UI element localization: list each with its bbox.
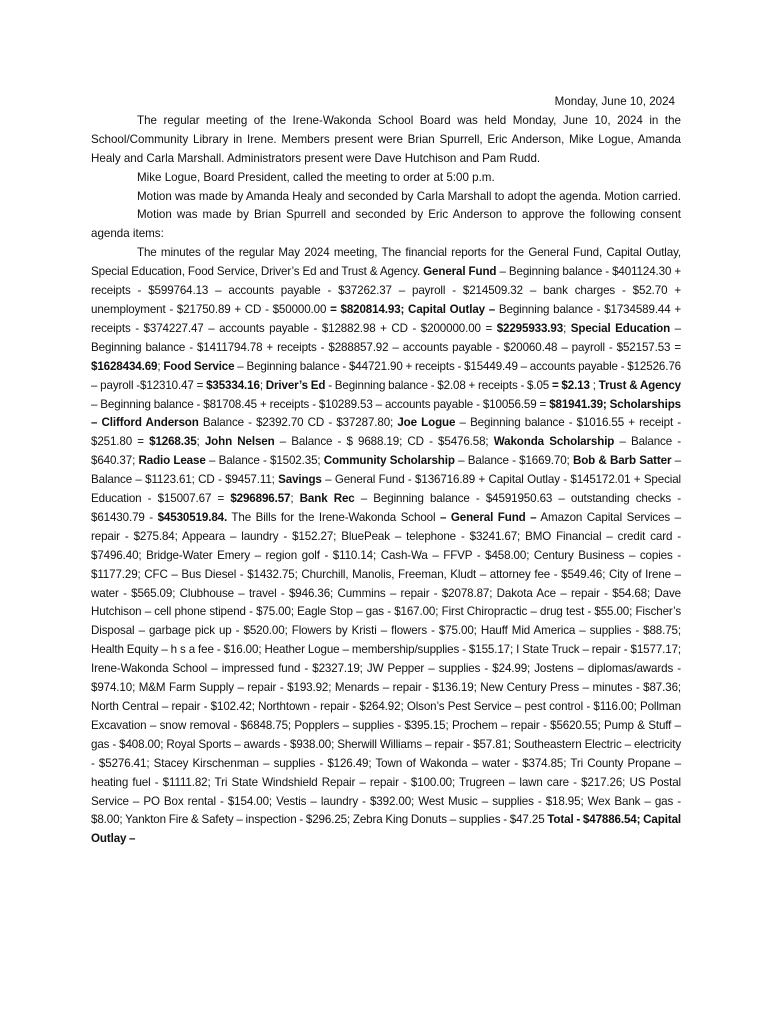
text-run: – Balance - $1502.35; — [205, 454, 324, 468]
text-run: ; — [196, 435, 205, 449]
text-run: The minutes of the regular May 2024 meeting, The financial reports for the General Fund, Capital Outlay, Special Education, Food Service, Driver’s Ed and Trust & Agency. — [91, 246, 681, 279]
bold-text-run: Special Education — [570, 321, 671, 335]
bold-text-run: = $2.13 — [551, 378, 590, 392]
document-page — [91, 93, 681, 849]
text-run: ; — [563, 321, 571, 335]
bold-text-run: Bank Rec — [299, 492, 355, 506]
bold-text-run: John Nelsen — [204, 435, 275, 449]
text-run: ; — [589, 378, 599, 392]
paragraph-meeting-intro: The regular meeting of the Irene-Wakonda School Board was held Monday, June 10, 2024 in the School/Community Library in Irene. Members present were Brian Spurrell, Eric Anderson, Mike Logue, Amanda Healy and Carla Marshall. Administrators present were Dave Hutchison and Pam Rudd. — [91, 113, 681, 165]
text-run: – General Fund - $136716.89 + Capital Outlay - $145172.01 + Special Education - $15007.67 = — [91, 473, 681, 506]
bold-text-run: $35334.16 — [206, 378, 260, 392]
bold-text-run: Radio Lease — [138, 454, 206, 468]
text-run: – Beginning balance - $44721.90 + receipts - $15449.49 – accounts payable - $12526.76 – payroll -$12310.47 = — [91, 359, 681, 392]
bold-text-run: Trust & Agency — [598, 378, 682, 392]
bold-text-run: $296896.57 — [230, 492, 291, 506]
bold-text-run: Total - $47886.54; Capital Outlay – — [91, 813, 681, 846]
text-run: – Balance - $640.37; — [91, 435, 681, 468]
bold-text-run: $1628434.69 — [91, 359, 158, 373]
text-run: ; — [290, 492, 300, 506]
text-run: – Beginning balance - $4591950.63 – outstanding checks - $61430.79 - — [91, 492, 681, 524]
bold-text-run: Wakonda Scholarship — [493, 435, 615, 449]
paragraph-consent-motion: Motion was made by Brian Spurrell and seconded by Eric Anderson to approve the following consent agenda items: — [91, 208, 681, 241]
bold-text-run: $81941.39; Scholarships – Clifford Anderson — [91, 397, 681, 430]
text-run: - Beginning balance - $2.08 + receipts - $.05 — [325, 378, 552, 392]
text-run: Amazon Capital Services – repair - $275.84; Appeara – laundry - $152.27; BluePeak – telephone - $3241.67; BMO Financial – credit card - $7496.40; Bridge-Water Emery – region golf - $110.14; Cash-Wa – FFVP - $458.00; Century Business – copies - $1177.29; CFC – Bus Diesel - $1432.75; Churchill, Manolis, Freeman, Kludt – attorney fee - $549.46; City of Irene – water - $565.09; Clubhouse – travel - $946.36; Cummins – repair - $2078.87; Dakota Ace – repair - $54.68; Dave Hutchison – cell phone stipend - $75.00; Eagle Stop – gas - $167.00; First Chiropractic – drug test - $55.00; Fischer’s Disposal – garbage pick up - $520.00; Flowers by Kristi – flowers - $75.00; Hauff Mid America – supplies - $88.75; Health Equity – h s a fee - $16.00; Heather Logue – membership/supplies - $155.17; I State Truck – repair - $1577.17; Irene-Wakonda School – impressed fund - $2327.19; JW Pepper – supplies - $24.99; Jostens – diplomas/awards - $974.10; M&M Farm Supply – repair - $193.92; Menards – repair - $136.19; New Century Press – minutes - $87.36; North Central – repair - $102.42; Northtown - repair - $264.92; Olson’s Pest Service – pest control - $116.00; Pollman Excavation – snow removal - $6848.75; Popplers – supplies - $395.15; Prochem – repair - $5620.55; Pump & Stuff – gas - $408.00; Royal Sports – awards - $938.00; Sherwill Williams – repair - $57.81; Southeastern Electric – electricity - $5276.41; Stacey Kirschenman – supplies - $126.49; Town of Wakonda – water - $374.85; Tri County Propane – heating fuel - $1111.82; Tri State Windshield Repair – repair - $100.00; Trugreen – lawn care - $217.26; US Postal Service – PO Box rental - $154.00; Vestis – laundry - $392.00; West Music – supplies - $18.95; Wex Bank – gas - $8.00; Yankton Fire & Safety – inspection - $296.25; Zebra King Donuts – supplies - $47.25 — [91, 510, 681, 827]
bold-text-run: Driver’s Ed — [265, 378, 326, 392]
bold-text-run: $2295933.93 — [496, 321, 564, 335]
paragraph-call-to-order: Mike Logue, Board President, called the meeting to order at 5:00 p.m. — [137, 170, 495, 184]
bold-text-run: Joe Logue — [397, 416, 456, 430]
meeting-date: Monday, June 10, 2024 — [554, 95, 675, 108]
text-run: ; — [157, 359, 164, 373]
bold-text-run: $4530519.84. — [157, 510, 228, 524]
bold-text-run: Community Scholarship — [323, 454, 455, 468]
paragraph-agenda-motion: Motion was made by Amanda Healy and seconded by Carla Marshall to adopt the agenda. Motion carried. — [137, 189, 681, 203]
bold-text-run: $1268.35 — [149, 435, 197, 449]
bold-text-run: Savings — [278, 473, 322, 487]
text-run: ; — [259, 378, 266, 392]
bold-text-run: Bob & Barb Satter — [572, 454, 672, 468]
bold-text-run: – General Fund – — [439, 510, 537, 524]
bold-text-run: = $820814.93; Capital Outlay – — [330, 302, 496, 316]
text-run: – Beginning balance - $1411794.78 + receipts - $288857.92 – accounts payable - $20060.48 – payroll - $52157.53 = — [91, 321, 682, 354]
paragraph-consent-agenda-items — [91, 244, 681, 849]
text-run: – Balance - $ 9688.19; CD - $5476.58; — [274, 435, 494, 449]
text-run: – Beginning balance - $81708.45 + receipts - $10289.53 – accounts payable - $10056.59 = — [91, 397, 550, 411]
text-run: – Beginning balance - $401124.30 + receipts - $599764.13 – accounts payable - $37262.37 – payroll - $214509.32 – bank charges - $52.70 + unemployment - $21750.89 + CD - $50000.00 — [91, 265, 681, 316]
text-run: – Balance - $1669.70; — [454, 454, 573, 468]
text-run: – Balance – $1123.61; CD - $9457.11; — [91, 454, 681, 487]
bold-text-run: Food Service — [163, 359, 235, 373]
text-run: – Beginning balance - $1016.55 + receipt - $251.80 = — [91, 416, 681, 449]
text-run: Beginning balance - $1734589.44 + receipts - $374227.47 – accounts payable - $12882.98 + CD - $200000.00 = — [91, 302, 681, 335]
bold-text-run: General Fund — [423, 265, 497, 279]
text-run: Balance - $2392.70 CD - $37287.80; — [198, 416, 398, 430]
text-run: The Bills for the Irene-Wakonda School — [227, 510, 440, 524]
